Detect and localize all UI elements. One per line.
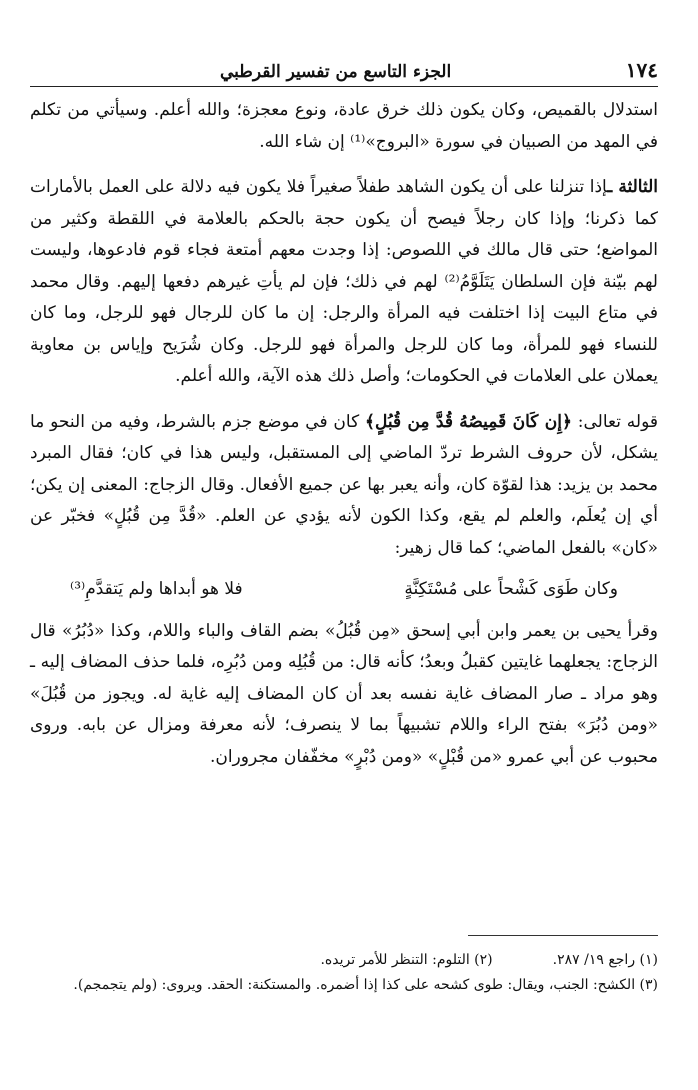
header-rule [30,86,658,87]
footnotes [30,948,658,998]
footnote-3: (٣) الكشح: الجنب، ويقال: طوى كشحه على كذا إذا أضمره. والمستكنة: الحقد. ويروى: (ولم يتجمجم). [73,977,658,993]
paragraph-4: وقرأ يحيى بن يعمر وابن أبي إسحق «مِن قُبُلُ» بضم القاف والباء واللام، وكذا «دُبُرُ» قال الزجاج: يجعلهما غايتين كقبلُ وبعدُ؛ كأنه قال: من قُبُلِه ومن دُبُرِه، فلما حذف المضاف إليه ـ وهو مراد ـ صار المضاف غاية نفسه بعد أن كان المضاف إليه غاية له. ويجوز من قُبُلَ» «ومن دُبُرَ» بفتح الراء واللام تشبيهاً بما لا ينصرف؛ لأنه معرفة ومزال عن بابه. وروى محبوب عن أبي عمرو «من قُبْلٍ» «ومن دُبْرٍ» مخفّفان مجروران. [30,620,658,767]
paragraph-2-text: إذا تنزلنا على أن يكون الشاهد طفلاً صغيراً فلا يكون فيه دلالة على العمل بالأمارات كما ذكرنا؛ وإذا كان رجلاً فيصح أن يكون حجة بالحكم بالعلامة في اللقطة وكثير من المواضع؛ حتى قال مالك في اللصوص: إذا وجدت معهم أمتعة فجاء قوم فادعوها، وليست لهم بيّنة فإن السلطان يَتَلَوَّمُ⁽²⁾ لهم في ذلك؛ فإن لم يأتِ غيرهم دفعها إليهم. وقال محمد في متاع البيت إذا اختلفت فيه المرأة والرجل: إن ما كان للرجال فهو للرجل، وما كان للنساء فهو للمرأة، وما كان للرجل والمرأة فهو للرجل. وكان شُرَيح وإياس بن معاوية يعملان على العلامات في الحكومات؛ وأصل ذلك هذه الآية، والله أعلم. [30,177,658,386]
verse-second-hemistich: فلا هو أبداها ولم يَتقدَّمِ⁽³⁾ [70,579,243,599]
paragraph-2 [30,172,658,393]
paragraph-3-intro: قوله تعالى: [577,411,659,432]
poetry-verse [30,564,658,616]
footnote-1: (١) راجع ١٩/ ٢٨٧. [552,952,658,968]
paragraph-2-lead: الثالثة ـ [607,177,658,197]
footnote-2: (٢) التلوم: التنظر للأمر تريده. [320,952,493,968]
quran-verse: ﴿إِن كَانَ قَمِيصُهُ قُدَّ مِن قُبُلٍ﴾ [365,411,572,432]
paragraph-1: استدلال بالقميص، وكان يكون ذلك خرق عادة، ونوع معجزة؛ والله أعلم. وسيأتي من تكلم في المهد من الصبيان في سورة «البروج»⁽¹⁾ إن شاء الله. [30,100,658,152]
paragraph-3-text: كان في موضع جزم بالشرط، وفيه من النحو ما يشكل، لأن حروف الشرط تردّ الماضي إلى المستقبل، وليس هذا في كان؛ فقال المبرد محمد بن يزيد: هذا لقوّة كان، وأنه يعبر بها عن جميع الأفعال. وقال الزجاج: المعنى إن يكن؛ أي إن يُعلَم، والعلم لم يقع، وكذا الكون لأنه يؤدي عن العلم. «قُدَّ مِن قُبُلٍ» فخبّر عن «كان» بالفعل الماضي؛ كما قال زهير: [30,411,658,558]
paragraph-3 [30,407,658,565]
footnote-row-1 [30,948,658,973]
running-title: الجزء التاسع من تفسير القرطبي [220,62,452,82]
verse-first-hemistich: وكان طَوَى كَشْحاً على مُسْتَكِنَّةٍ [404,579,618,599]
footnote-rule [468,935,658,936]
page-header [30,58,658,86]
page-number: ١٧٤ [625,58,658,82]
